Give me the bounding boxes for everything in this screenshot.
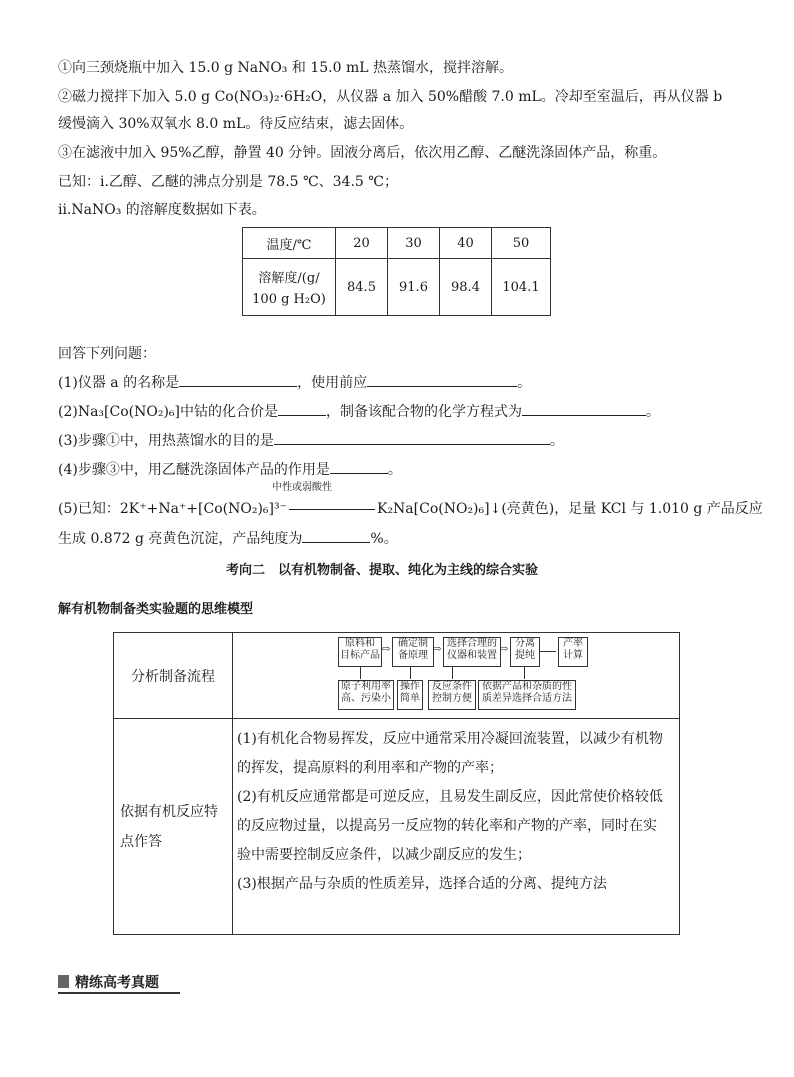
step-2-line-2: 缓慢滴入 30%双氧水 8.0 mL。待反应结束，滤去固体。: [58, 116, 414, 132]
footer-title-text: 精练高考真题: [75, 975, 159, 991]
known-2: ⅱ.NaNO₃ 的溶解度数据如下表。: [58, 202, 266, 218]
q4-answer-blank[interactable]: [330, 459, 388, 474]
row-label-answer: [114, 719, 233, 935]
flow-box-text: 依据产品和杂质的性 质差异选择合适方法: [482, 681, 572, 704]
flow-box-text: 操作 简单: [400, 681, 420, 704]
q1-answer-blank-1[interactable]: [179, 372, 297, 387]
flow-box-text: 原子利用率 高、污染小: [341, 681, 391, 704]
flow-box-separation: [510, 637, 540, 667]
flow-box-apparatus: [443, 637, 501, 667]
question-5-line-1: [58, 499, 763, 519]
q3-answer-blank[interactable]: [274, 430, 550, 445]
arrow-icon: ⇨: [433, 644, 442, 655]
q2-answer-blank-2[interactable]: [522, 401, 646, 416]
question-4: [58, 459, 402, 480]
answer-points: [233, 719, 680, 935]
row-label-flow: 分析制备流程: [114, 633, 233, 719]
answer-line: 的反应物过量，以提高另一反应物的转化率和产物的产率，同时在实: [237, 818, 657, 834]
row-label-answer-line-2: 点作答: [120, 833, 162, 850]
row-label-answer-line-1: 依据有机反应特: [120, 803, 218, 820]
section-heading: 考向二 以有机物制备、提取、纯化为主线的综合实验: [226, 563, 539, 578]
q1-text-a: (1)仪器 a 的名称是: [58, 375, 180, 391]
solubility-cell: 84.5: [336, 259, 388, 316]
solubility-header-line-1: 溶解度/(g/: [258, 271, 320, 286]
answer-line: (2)有机反应通常都是可逆反应，且易发生副反应，因此常使价格较低: [237, 789, 663, 805]
flow-box-text: 反应条件 控制方便: [432, 681, 472, 704]
thinking-model-table: [113, 632, 680, 935]
q1-text-c: 。: [517, 375, 532, 391]
step-3: ③在滤液中加入 95%乙醇，静置 40 分钟。固液分离后，依次用乙醇、乙醚洗涤固体产品，称重。: [58, 145, 667, 161]
q5-answer-blank[interactable]: [302, 528, 370, 543]
solubility-table: [242, 227, 551, 316]
temp-cell: 40: [440, 228, 492, 259]
flow-box-text: 选择合理的 仪器和装置: [447, 638, 497, 661]
flow-box-text: 产率 计算: [563, 638, 583, 661]
q2-text-c: 。: [645, 404, 660, 420]
question-2: [58, 401, 660, 422]
q5-text-a: (5)已知：2K⁺+Na⁺+[Co(NO₂)₆]³⁻: [58, 501, 287, 517]
answer-line: 的挥发，提高原料的利用率和产物的产率；: [237, 760, 503, 776]
q3-text-a: (3)步骤①中，用热蒸馏水的目的是: [58, 433, 274, 449]
solubility-header-line-2: 100 g H₂O): [252, 292, 326, 307]
arrow-icon: ⇨: [500, 644, 509, 655]
q4-text-b: 。: [387, 462, 402, 478]
connector-line: [360, 666, 361, 679]
reaction-arrow-line: [289, 509, 375, 510]
q2-text-b: ，制备该配合物的化学方程式为: [325, 404, 522, 420]
step-2-line-1: ②磁力搅拌下加入 5.0 g Co(NO₃)₂·6H₂O，从仪器 a 加入 50%醋酸 7.0 mL。冷却至室温后，再从仪器 b: [58, 89, 723, 105]
q5-text-b: K₂Na[Co(NO₂)₆]↓(亮黄色)，足量 KCl 与 1.010 g 产品反应: [376, 501, 763, 517]
flow-box-text: 确定制 备原理: [398, 638, 428, 661]
answer-line: 验中需要控制反应条件，以减少副反应的发生；: [237, 847, 531, 863]
flow-box-choose-method: [478, 680, 576, 710]
flow-box-condition-control: [428, 680, 476, 710]
question-1: [58, 372, 531, 393]
answer-line: (3)根据产品与杂质的性质差异，选择合适的分离、提纯方法: [237, 876, 607, 892]
q3-text-b: 。: [549, 433, 564, 449]
solubility-cell: 104.1: [492, 259, 551, 316]
temp-header: 温度/℃: [243, 228, 336, 259]
flow-box-raw-material: [338, 637, 382, 667]
questions-intro: 回答下列问题：: [58, 346, 156, 362]
q2-answer-blank-1[interactable]: [278, 401, 326, 416]
connector-line: [540, 651, 556, 652]
section-subheading: 解有机物制备类实验题的思维模型: [58, 602, 254, 617]
q2-text-a: (2)Na₃[Co(NO₂)₆]中钴的化合价是: [58, 404, 278, 420]
q1-answer-blank-2[interactable]: [367, 372, 517, 387]
flow-box-atom-economy: [338, 680, 394, 710]
footer-section-title: [58, 972, 180, 994]
answer-line: (1)有机化合物易挥发，反应中通常采用冷凝回流装置，以减少有机物: [237, 731, 663, 747]
flow-box-text: 分离 提纯: [515, 638, 535, 661]
connector-line: [410, 666, 411, 679]
flow-box-text: 原料和 目标产品: [340, 638, 380, 661]
flow-box-simple-operation: [397, 680, 423, 710]
flow-box-yield: [558, 637, 588, 667]
connector-line: [524, 666, 525, 679]
temp-cell: 30: [388, 228, 440, 259]
known-1: 已知：ⅰ.乙醇、乙醚的沸点分别是 78.5 ℃、34.5 ℃；: [58, 174, 398, 190]
question-3: [58, 430, 564, 451]
q5-text-c: 生成 0.872 g 亮黄色沉淀，产品纯度为: [58, 531, 303, 547]
arrow-icon: ⇨: [382, 644, 391, 655]
q5-text-d: %。: [370, 531, 398, 547]
q1-text-b: ，使用前应: [297, 375, 368, 391]
solubility-header: [243, 259, 336, 316]
reaction-condition: 中性或弱酸性: [272, 482, 332, 493]
step-1: ①向三颈烧瓶中加入 15.0 g NaNO₃ 和 15.0 mL 热蒸馏水，搅拌溶解。: [58, 60, 513, 76]
q4-text-a: (4)步骤③中，用乙醚洗涤固体产品的作用是: [58, 462, 330, 478]
question-5-line-2: [58, 528, 398, 549]
temp-cell: 50: [492, 228, 551, 259]
solubility-cell: 98.4: [440, 259, 492, 316]
solubility-cell: 91.6: [388, 259, 440, 316]
temp-cell: 20: [336, 228, 388, 259]
document-icon: [58, 975, 69, 988]
connector-line: [452, 666, 453, 679]
flow-box-principle: [392, 637, 434, 667]
